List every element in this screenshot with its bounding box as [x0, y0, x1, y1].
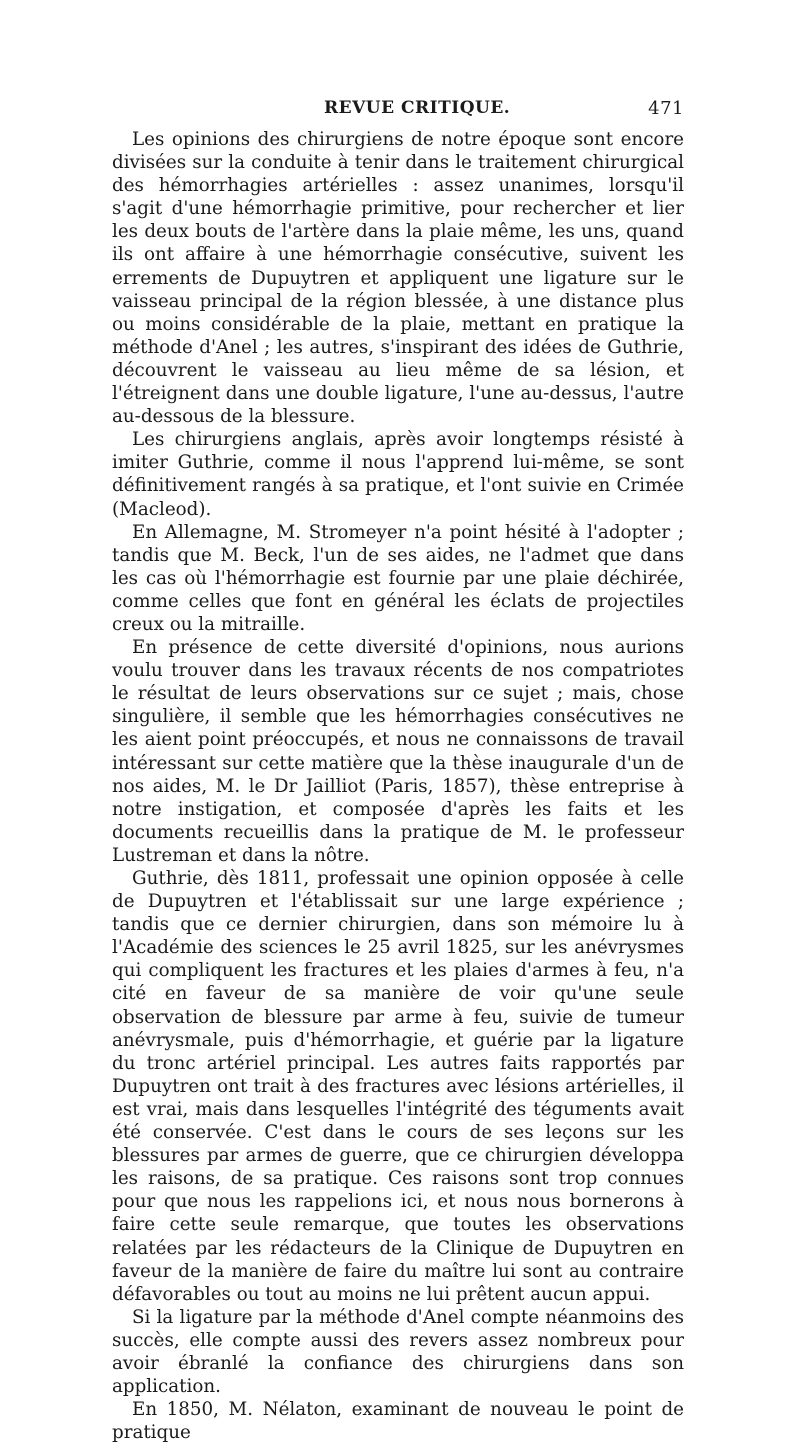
running-title: REVUE CRITIQUE. — [324, 98, 511, 118]
paragraph: En présence de cette diversité d'opinions, nous aurions voulu trouver dans les travaux récents de nos compatriotes le résultat de leurs observations sur ce sujet ; mais, chose singulière, il semble que les hémorrhagies consécutives ne les aient point préoccupés, et nous ne connaissons de travail intéressant sur cette matière que la thèse inaugurale d'un de nos aides, M. le Dr Jailliot (Paris, 1857), thèse entreprise à notre instigation, et composée d'après les faits et les documents recueillis dans la pratique de M. le professeur Lustreman et dans la nôtre. — [112, 637, 684, 866]
paragraph: Si la ligature par la méthode d'Anel compte néanmoins des succès, elle compte aussi des revers assez nombreux pour avoir ébranlé la confiance des chirurgiens dans son application. — [112, 1306, 684, 1398]
paragraph: Les opinions des chirurgiens de notre époque sont encore divisées sur la conduite à tenir dans le traitement chirurgical des hémorrhagies artérielles : assez unanimes, lorsqu'il s'agit d'une hémorrhagie primitive, pour rechercher et lier les deux bouts de l'artère dans la plaie même, les uns, quand ils ont affaire à une hémorrhagie consécutive, suivent les errements de Dupuytren et appliquent une ligature sur le vaisseau principal de la région blessée, à une distance plus ou moins considérable de la plaie, mettant en pratique la méthode d'Anel ; les autres, s'inspirant des idées de Guthrie, découvrent le vaisseau au lieu même de sa lésion, et l'étreignent dans une double ligature, l'une au-dessus, l'autre au-dessous de la blessure. — [112, 129, 684, 428]
paragraph: Les chirurgiens anglais, après avoir longtemps résisté à imiter Guthrie, comme il nous l'apprend lui-même, se sont définitivement rangés à sa pratique, et l'ont suivie en Crimée (Macleod). — [112, 429, 684, 520]
page-number: 471 — [648, 98, 684, 119]
paragraph: Guthrie, dès 1811, professait une opinion opposée à celle de Dupuytren et l'établissait sur une large expérience ; tandis que ce dernier chirurgien, dans son mémoire lu à l'Académie des sciences le 25 avril 1825, sur les anévrysmes qui compliquent les fractures et les plaies d'armes à feu, n'a cité en faveur de sa manière de voir qu'une seule observation de blessure par arme à feu, suivie de tumeur anévrysmale, puis d'hémorrhagie, et guérie par la ligature du tronc artériel principal. Les autres faits rapportés par Dupuytren ont trait à des fractures avec lésions artérielles, il est vrai, mais dans lesquelles l'intégrité des téguments avait été conservée. C'est dans le cours de ses leçons sur les blessures par armes de guerre, que ce chirurgien développa les raisons, de sa pratique. Ces raisons sont trop connues pour que nous les rappelions ici, et nous nous bornerons à faire cette seule remarque, que toutes les observations relatées par les rédacteurs de la Clinique de Dupuytren en faveur de la manière de faire du maître lui sont au contraire défavorables ou tout au moins ne lui prêtent aucun appui. — [112, 868, 684, 1305]
body-text — [112, 128, 684, 1444]
running-head — [112, 96, 684, 120]
paragraph: En 1850, M. Nélaton, examinant de nouveau le point de pratique — [112, 1399, 684, 1444]
paragraph: En Allemagne, M. Stromeyer n'a point hésité à l'adopter ; tandis que M. Beck, l'un de ses aides, ne l'admet que dans les cas où l'hémorrhagie est fournie par une plaie déchirée, comme celles que font en général les éclats de projectiles creux ou la mitraille. — [112, 521, 684, 635]
